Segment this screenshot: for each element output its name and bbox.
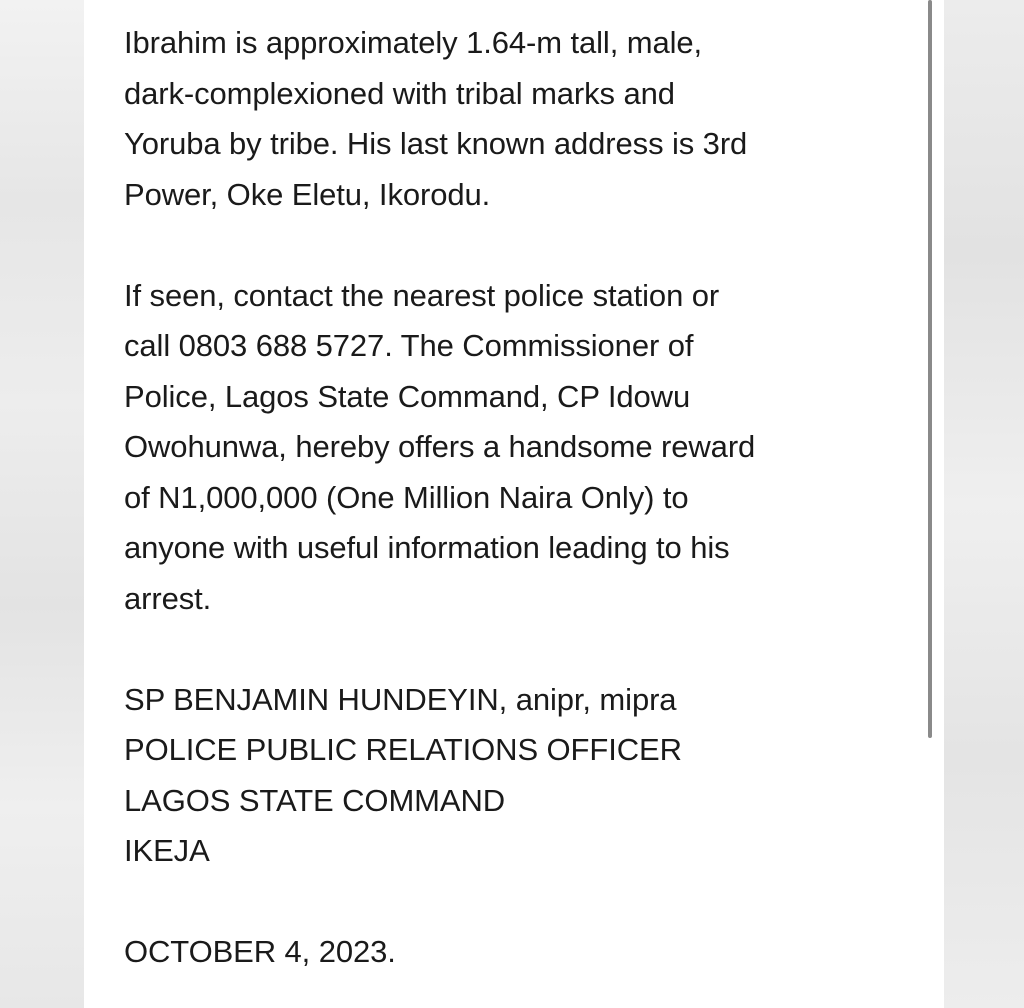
text-line: call 0803 688 5727. The Commissioner of bbox=[124, 328, 694, 363]
text-line: Power, Oke Eletu, Ikorodu. bbox=[124, 176, 491, 212]
blurred-background-right bbox=[944, 0, 1024, 1008]
text-line: Police, Lagos State Command, CP Idowu bbox=[124, 378, 691, 414]
text-line: of N1,000,000 (One Million Naira Only) to bbox=[124, 479, 689, 515]
blurred-background-left bbox=[0, 0, 84, 1008]
signature-location: IKEJA bbox=[124, 833, 210, 868]
scrollbar[interactable] bbox=[928, 0, 932, 738]
signature-command: LAGOS STATE COMMAND bbox=[124, 782, 506, 818]
contact-paragraph bbox=[124, 271, 914, 625]
text-line: Owohunwa, hereby offers a handsome reward bbox=[124, 429, 756, 464]
text-line: Ibrahim is approximately 1.64-m tall, male, bbox=[124, 25, 703, 60]
description-paragraph bbox=[124, 18, 914, 220]
paragraph-gap bbox=[124, 220, 914, 271]
paragraph-gap bbox=[124, 877, 914, 928]
text-line: anyone with useful information leading to his bbox=[124, 530, 730, 565]
paragraph-gap bbox=[124, 624, 914, 675]
signature-title: POLICE PUBLIC RELATIONS OFFICER bbox=[124, 732, 682, 767]
signature-name: SP BENJAMIN HUNDEYIN, anipr, mipra bbox=[124, 681, 677, 717]
post-body bbox=[124, 18, 914, 978]
text-line: Yoruba by tribe. His last known address is 3rd bbox=[124, 126, 748, 161]
signature-block bbox=[124, 675, 914, 877]
post-date: OCTOBER 4, 2023. bbox=[124, 934, 396, 969]
text-line: dark-complexioned with tribal marks and bbox=[124, 75, 675, 111]
text-line: If seen, contact the nearest police station or bbox=[124, 277, 720, 313]
text-line: arrest. bbox=[124, 580, 212, 616]
post-card bbox=[84, 0, 944, 1008]
